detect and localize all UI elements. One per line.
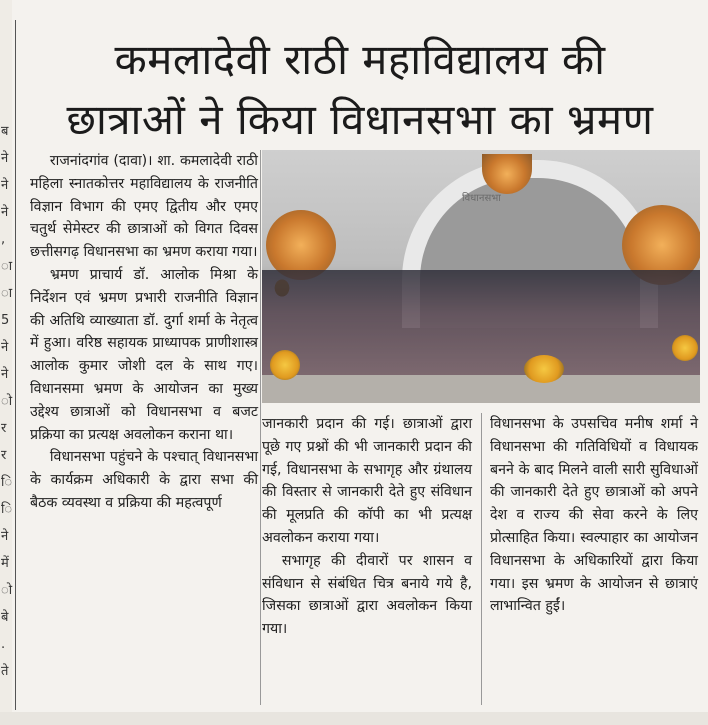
edge-fragment: ने: [1, 367, 9, 382]
edge-fragment: ब: [1, 124, 9, 139]
column-rule: [481, 413, 482, 705]
edge-fragment: ा: [1, 286, 13, 301]
paragraph: जानकारी प्रदान की गई। छात्राओं द्वारा पूछे गए प्रश्नों की भी जानकारी प्रदान की गई, विधानसभा के सभागृह और ग्रंथालय की विस्तार से जानकारी देते हुए संविधान की मूलप्रति की कॉपी का भी प्रत्यक्ष अवलोकन कराया गया।: [262, 416, 472, 546]
previous-article-edge: [0, 0, 12, 725]
column-rule: [260, 150, 261, 705]
edge-fragment: र: [1, 421, 7, 436]
edge-fragment: ने: [1, 340, 9, 355]
column-rule-left: [15, 20, 16, 710]
article-column-2: [262, 413, 472, 641]
edge-fragment: र: [1, 448, 7, 463]
student-group: [262, 270, 700, 380]
headline-line-2: छात्राओं ने किया विधानसभा का भ्रमण: [66, 95, 654, 144]
paragraph: भ्रमण प्राचार्य डॉ. आलोक मिश्रा के निर्देशन एवं भ्रमण प्रभारी राजनीति विज्ञान की अतिथि व्याख्याता डॉ. दुर्गा शर्मा के नेतृत्व में हुआ। वरिष्ठ सहायक प्राध्यापक प्राणीशास्त्र आलोक कुमार जोशी दल के साथ गए। विधानसमा भ्रमण के आयोजन का मुख्य उद्देश्य छात्राओं को विधानसभा व बजट प्रक्रिया का प्रत्यक्ष अवलोकन कराना था।: [30, 266, 258, 443]
paragraph: राजनांदगांव (दावा)। शा. कमलादेवी राठी महिला स्नातकोत्तर महाविद्यालय के राजनीति विज्ञान विभाग की एमए द्वितीय और एमए चतुर्थ सेमेस्टर की छात्राओं को विगत दिवस छत्तीसगढ़ विधानसभा का भ्रमण कराया गया।: [30, 153, 258, 261]
edge-fragment: ो: [1, 394, 13, 409]
headline-line-1: कमलादेवी राठी महाविद्यालय की: [114, 35, 606, 84]
edge-fragment: ने: [1, 529, 9, 544]
next-article-edge: [0, 712, 708, 725]
edge-fragment: ा: [1, 259, 13, 274]
edge-fragment: बे: [1, 610, 9, 625]
article-column-3: [490, 413, 698, 618]
edge-fragment: ने: [1, 178, 9, 193]
edge-fragment: 5: [1, 313, 10, 328]
edge-fragment: ने: [1, 151, 9, 166]
edge-fragment: ते: [1, 664, 9, 679]
edge-fragment: में: [1, 556, 9, 571]
news-photo: [262, 150, 700, 403]
flowers-mid: [524, 355, 564, 383]
flowers-left: [270, 350, 300, 380]
edge-fragment: .: [1, 637, 6, 652]
headline: [20, 30, 700, 150]
paragraph: विधानसभा पहुंचने के पश्चात् विधानसभा के कार्यक्रम अधिकारी के द्वारा सभा की बैठक व्यवस्था व प्रक्रिया की महत्वपूर्ण: [30, 449, 258, 511]
paragraph: विधानसभा के उपसचिव मनीष शर्मा ने विधानसभा की गतिविधियों व विधायक बनने के बाद मिलने वाली सारी सुविधाओं की जानकारी देते हुए छात्राओं को अपने देश व राज्य की सेवा करने के लिए प्रोत्साहित किया। स्वल्पाहार का आयोजन विधानसभा के अधिकारियों द्वारा किया गया। इस भ्रमण के आयोजन से छात्राएं लाभान्वित हुईं।: [490, 416, 698, 615]
edge-fragment: ने: [1, 205, 9, 220]
edge-fragment: ो: [1, 583, 13, 598]
building-sign: विधानसभा: [462, 193, 501, 204]
edge-fragment: ,: [1, 232, 6, 247]
steps: [262, 375, 700, 403]
flowers-right: [672, 335, 698, 361]
edge-fragment: ि: [1, 475, 13, 490]
edge-fragment: ि: [1, 502, 13, 517]
paragraph: सभागृह की दीवारों पर शासन व संविधान से संबंधित चित्र बनाये गये है, जिसका छात्राओं द्वारा अवलोकन किया गया।: [262, 552, 472, 638]
article-column-1: [30, 150, 258, 515]
